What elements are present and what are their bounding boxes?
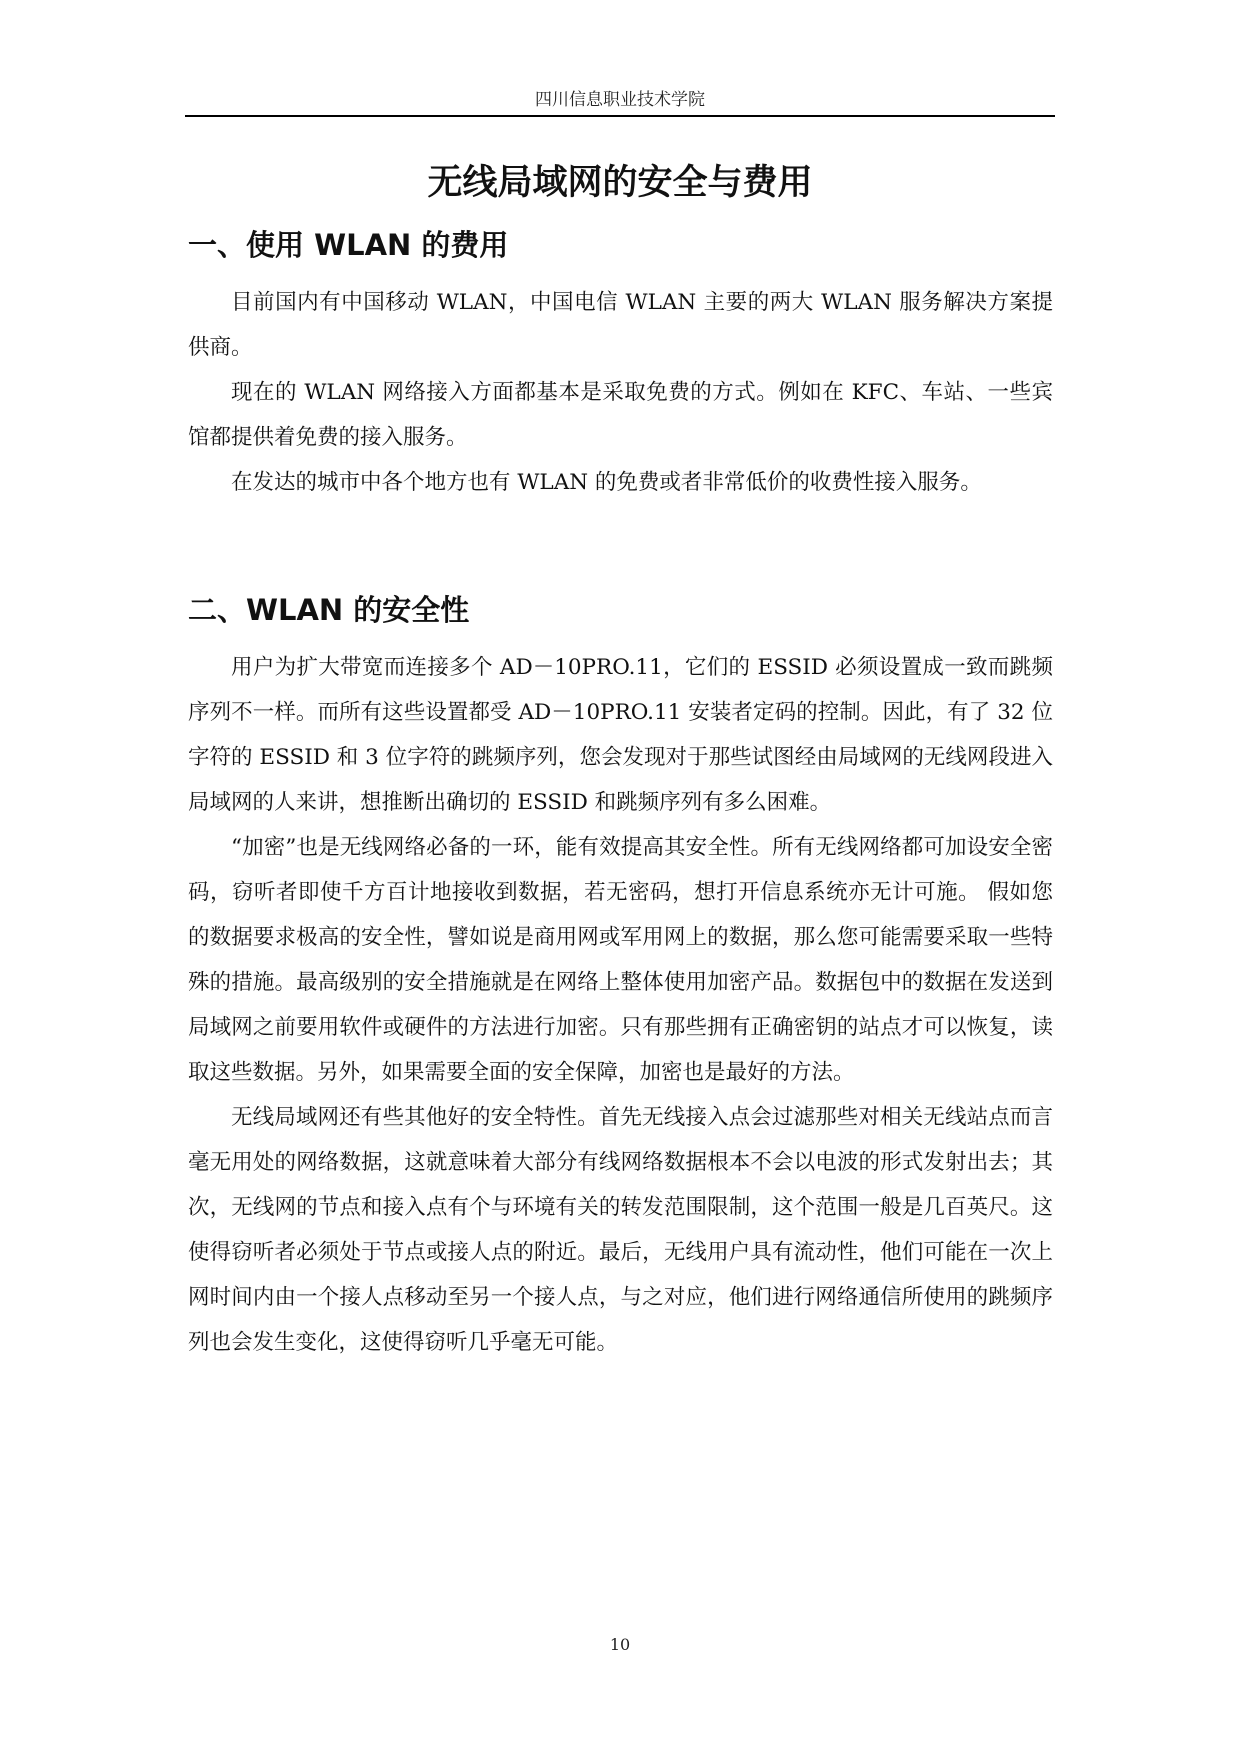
document-title: 无线局域网的安全与费用	[427, 163, 813, 203]
header-divider	[185, 115, 1055, 117]
section-body-wlan-security	[188, 645, 1053, 1365]
paragraph: 在发达的城市中各个地方也有 WLAN 的免费或者非常低价的收费性接入服务。	[231, 470, 982, 495]
section-heading-wlan-security: 二、WLAN 的安全性	[188, 593, 470, 627]
section-heading-wlan-cost: 一、使用 WLAN 的费用	[188, 228, 509, 262]
paragraph: 用户为扩大带宽而连接多个 AD－10PRO.11，它们的 ESSID 必须设置成一致而跳频序列不一样。而所有这些设置都受 AD－10PRO.11 安装者定码的控制。因此，有了 32 位字符的 ESSID 和 3 位字符的跳频序列，您会发现对于那些试图经由局域网的无线网段进入局域网的人来讲，想推断出确切的 ESSID 和跳频序列有多么困难。	[188, 655, 1053, 815]
paragraph: “加密”也是无线网络必备的一环，能有效提高其安全性。所有无线网络都可加设安全密码，窃听者即使千方百计地接收到数据，若无密码，想打开信息系统亦无计可施。 假如您的数据要求极高的安全性，譬如说是商用网或军用网上的数据，那么您可能需要采取一些特殊的措施。最高级别的安全措施就是在网络上整体使用加密产品。数据包中的数据在发送到局域网之前要用软件或硬件的方法进行加密。只有那些拥有正确密钥的站点才可以恢复，读取这些数据。另外，如果需要全面的安全保障，加密也是最好的方法。	[188, 835, 1053, 1085]
paragraph: 目前国内有中国移动 WLAN，中国电信 WLAN 主要的两大 WLAN 服务解决方案提供商。	[188, 290, 1053, 360]
paragraph: 无线局域网还有些其他好的安全特性。首先无线接入点会过滤那些对相关无线站点而言毫无用处的网络数据，这就意味着大部分有线网络数据根本不会以电波的形式发射出去；其次，无线网的节点和接入点有个与环境有关的转发范围限制，这个范围一般是几百英尺。这使得窃听者必须处于节点或接人点的附近。最后，无线用户具有流动性，他们可能在一次上网时间内由一个接人点移动至另一个接人点，与之对应，他们进行网络通信所使用的跳频序列也会发生变化，这使得窃听几乎毫无可能。	[188, 1105, 1053, 1355]
page-header: 四川信息职业技术学院	[535, 90, 705, 110]
paragraph: 现在的 WLAN 网络接入方面都基本是采取免费的方式。例如在 KFC、车站、一些宾馆都提供着免费的接入服务。	[188, 380, 1053, 450]
page-number: 10	[609, 1635, 631, 1654]
section-body-wlan-cost	[188, 280, 1053, 505]
